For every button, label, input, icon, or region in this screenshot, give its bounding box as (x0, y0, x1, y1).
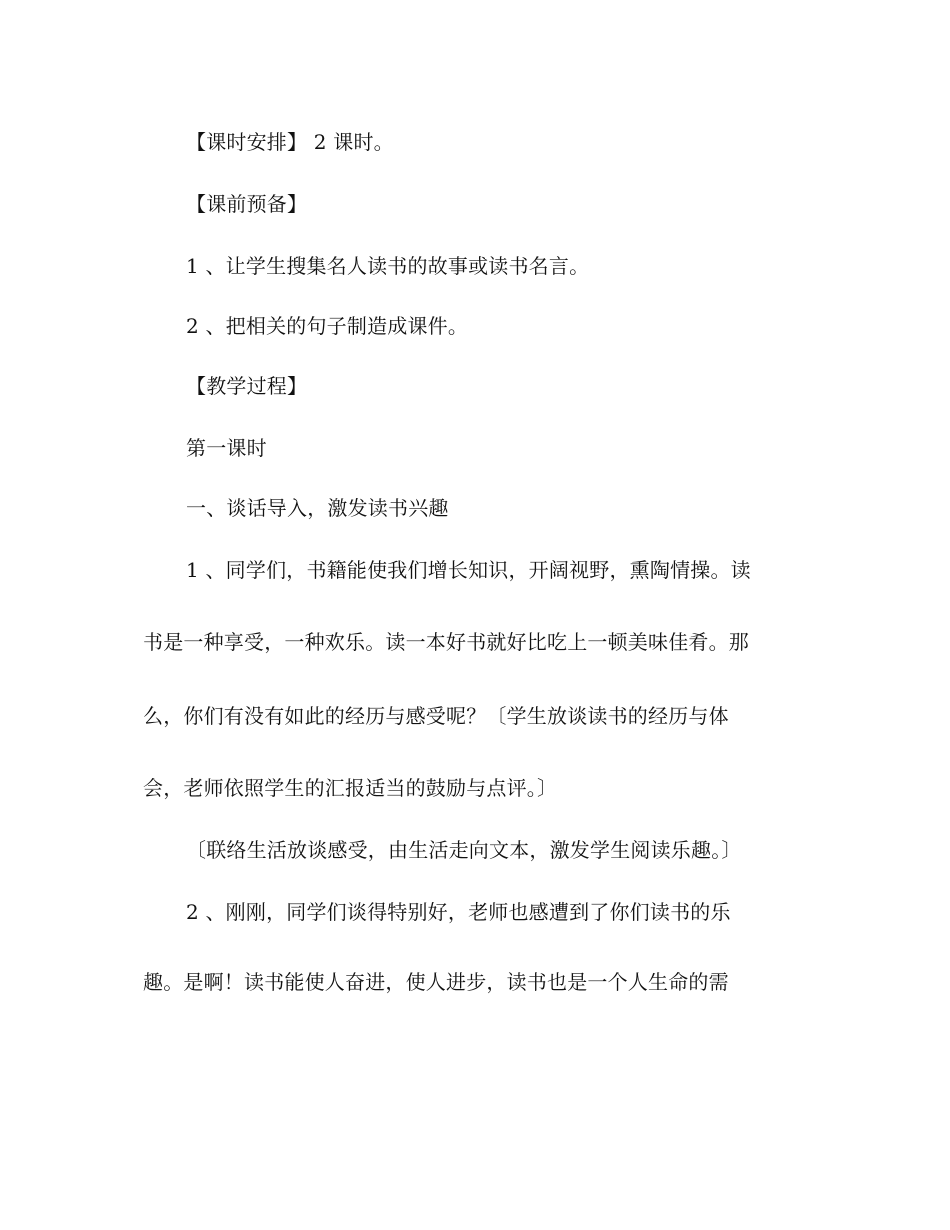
preparation-item-2: 2 、把相关的句子制造成课件。 (186, 314, 469, 338)
paragraph-note: 〔联络生活放谈感受，由生活走向文本，激发学生阅读乐趣。〕 (186, 838, 742, 862)
paragraph-2-line-2: 趣。是啊！读书能使人奋进，使人进步，读书也是一个人生命的需 (143, 970, 729, 994)
paragraph-1-line-2: 书是一种享受，一种欢乐。读一本好书就好比吃上一顿美味佳肴。那 (143, 630, 749, 654)
paragraph-2-line-1: 2 、刚刚，同学们谈得特别好，老师也感遭到了你们读书的乐 (186, 900, 731, 924)
teaching-process-heading: 【教学过程】 (186, 374, 308, 398)
section-heading-1: 一、谈话导入，激发读书兴趣 (186, 496, 449, 520)
preparation-item-1: 1 、让学生搜集名人读书的故事或读书名言。 (186, 254, 590, 278)
first-lesson-heading: 第一课时 (186, 436, 267, 460)
paragraph-1-line-3: 么，你们有没有如此的经历与感受呢？〔学生放谈读书的经历与体 (143, 704, 729, 728)
paragraph-1-line-4: 会，老师依照学生的汇报适当的鼓励与点评。〕 (143, 776, 558, 800)
preparation-heading: 【课前预备】 (186, 192, 308, 216)
paragraph-1-line-1: 1 、同学们，书籍能使我们增长知识，开阔视野，熏陶情操。读 (186, 558, 751, 582)
lesson-time-arrangement: 【课时安排】 2 课时。 (186, 130, 394, 154)
